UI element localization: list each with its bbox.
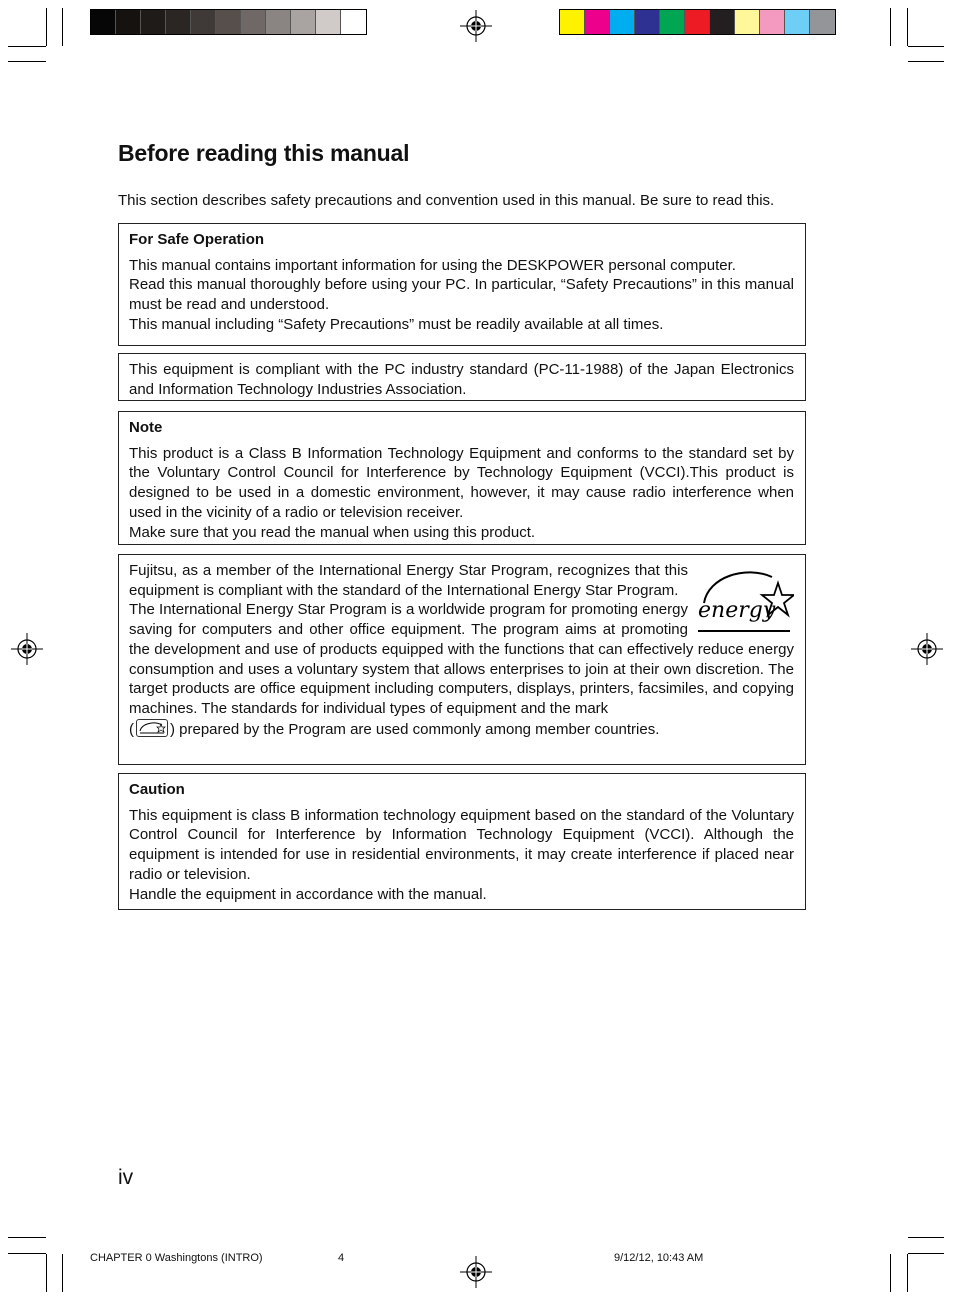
energy-star-mark-icon [136, 719, 168, 737]
page-title: Before reading this manual [118, 140, 410, 166]
note-box [118, 411, 806, 545]
color-swatch [710, 10, 735, 34]
energy-star-open-paren: ( [129, 720, 134, 738]
note-line: Make sure that you read the manual when using this product. [129, 523, 536, 541]
color-swatch [810, 10, 835, 34]
color-swatch [785, 10, 810, 34]
color-swatch [291, 10, 316, 34]
footer-file: CHAPTER 0 Washingtons (INTRO) [90, 1252, 263, 1264]
compliance-box [118, 353, 806, 401]
color-swatch [316, 10, 341, 34]
process-color-bar [559, 9, 836, 35]
safe-operation-line: This manual contains important information for using the DESKPOWER personal computer. [129, 256, 736, 274]
color-swatch [585, 10, 610, 34]
energy-star-tail: ) prepared by the Program are used commonly among member countries. [170, 720, 660, 738]
energy-logo-text: energy [698, 598, 776, 623]
color-swatch [141, 10, 166, 34]
color-swatch [341, 10, 366, 34]
color-swatch [560, 10, 585, 34]
energy-star-logo-icon [694, 563, 794, 635]
registration-mark-icon [911, 633, 943, 665]
color-swatch [191, 10, 216, 34]
energy-star-para2: The International Energy Star Program is a worldwide program for promoting energy saving for computers and other office equipment. The program aims at promoting the development and use of products equipped with the functions that can effectively reduce energy consumption and uses a voluntary system that allows enterprises to join at their own discretion. The target products are office equipment including computers, displays, printers, facsimiles, and copying machines. The standards for individual types of equipment and the mark ( ) prepared by the Program are used commonly among member countries. [129, 601, 794, 738]
footer-sheet: 4 [338, 1252, 345, 1264]
color-swatch [216, 10, 241, 34]
safe-operation-line: This manual including “Safety Precautions” must be readily available at all times. [129, 315, 664, 333]
registration-mark-icon [460, 1256, 492, 1288]
caution-line: Handle the equipment in accordance with the manual. [129, 885, 487, 903]
note-heading: Note [129, 419, 163, 436]
color-swatch [635, 10, 660, 34]
color-swatch [760, 10, 785, 34]
note-line: This product is a Class B Information Technology Equipment and conforms to the standard set by the Voluntary Control Council for Interference by Technology Equipment (VCCI).This product is designed to be used in a domestic environment, however, it may cause radio interference when used in the vicinity of a radio or television receiver. [129, 444, 794, 521]
intro-text: This section describes safety precautions and convention used in this manual. Be sure to read this. [118, 192, 775, 209]
page-number: iv [118, 1166, 134, 1189]
registration-mark-icon [460, 10, 492, 42]
safe-operation-line: Read this manual thoroughly before using your PC. In particular, “Safety Precautions” in this manual must be read and understood. [129, 276, 794, 314]
caution-box [118, 773, 806, 910]
registration-mark-icon [11, 633, 43, 665]
safe-operation-box [118, 223, 806, 346]
caution-line: This equipment is class B information technology equipment based on the standard of the Voluntary Control Council for Interference by Information Technology Equipment (VCCI). Although the equipment is intended for use in residential environments, it may create interference if placed near radio or television. [129, 806, 794, 883]
color-swatch [735, 10, 760, 34]
color-swatch [660, 10, 685, 34]
energy-star-box [118, 554, 806, 765]
color-swatch [91, 10, 116, 34]
color-swatch [116, 10, 141, 34]
compliance-text: This equipment is compliant with the PC industry standard (PC-11-1988) of the Japan Electronics and Information Technology Industries Association. [129, 361, 794, 398]
grayscale-color-bar [90, 9, 367, 35]
color-swatch [266, 10, 291, 34]
color-swatch [166, 10, 191, 34]
caution-heading: Caution [129, 781, 185, 798]
color-swatch [241, 10, 266, 34]
color-swatch [610, 10, 635, 34]
energy-star-para1: Fujitsu, as a member of the International Energy Star Program, recognizes that this equipment is compliant with the standard of the International Energy Star Program. [129, 562, 688, 599]
footer-timestamp: 9/12/12, 10:43 AM [614, 1252, 704, 1264]
color-swatch [685, 10, 710, 34]
safe-operation-heading: For Safe Operation [129, 231, 265, 248]
